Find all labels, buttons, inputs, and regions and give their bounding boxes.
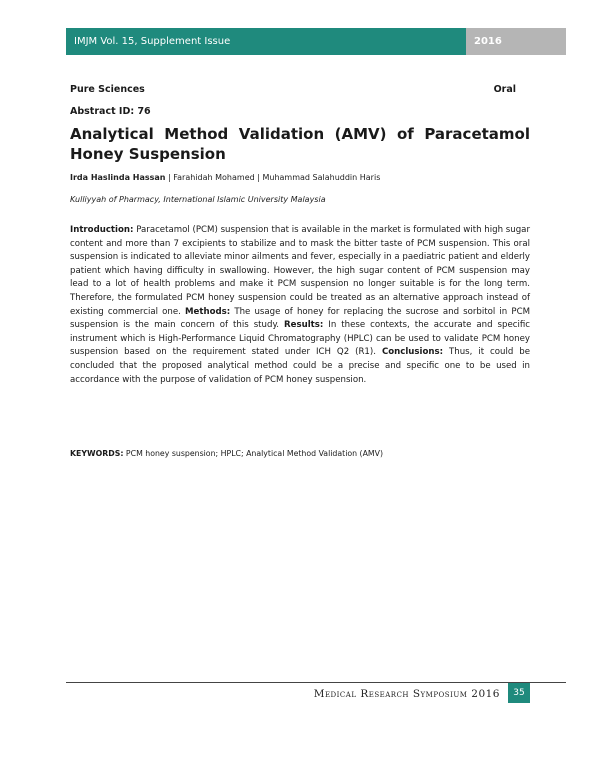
abstract-id: Abstract ID: 76 [70, 106, 151, 117]
paper-title: Analytical Method Validation (AMV) of Paracetamol Honey Suspension [70, 125, 530, 163]
journal-header-bar [66, 28, 466, 55]
presentation-type: Oral [493, 84, 516, 95]
footer-divider [66, 682, 566, 683]
results-label: Results: [284, 320, 324, 331]
author-list [70, 173, 530, 182]
journal-name: IMJM Vol. 15, Supplement Issue [74, 36, 231, 47]
keywords-line [70, 449, 530, 458]
methods-text: The usage of honey for replacing the sucrose and sorbitol in PCM suspension is the main concern of this study. [70, 306, 530, 331]
abstract-body [70, 224, 530, 387]
year-header-box [466, 28, 566, 55]
conclusions-label: Conclusions: [381, 347, 444, 358]
methods-label: Methods: [185, 306, 231, 317]
first-author: Irda Haslinda Hassan [70, 173, 166, 182]
conclusions-text: Thus, it could be concluded that the proposed analytical method could be a precise and specific one to be used in accordance with the purpose of validation of PCM honey suspension. [70, 347, 530, 385]
section-row [70, 84, 516, 95]
page-number: 35 [508, 683, 530, 703]
affiliation: Kulliyyah of Pharmacy, International Islamic University Malaysia [70, 195, 326, 204]
keywords-label: KEYWORDS: [70, 449, 124, 458]
journal-year: 2016 [474, 36, 502, 47]
keywords-text: PCM honey suspension; HPLC; Analytical Method Validation (AMV) [123, 449, 384, 458]
section-category: Pure Sciences [70, 84, 145, 95]
results-text: In these contexts, the accurate and specific instrument which is High-Performance Liquid Chromatography (HPLC) can be used to validate PCM honey suspension based on the requirement stated under ICH Q2 (R1). [70, 320, 531, 358]
introduction-text: Paracetamol (PCM) suspension that is available in the market is formulated with high sugar content and more than 7 excipients to stabilize and to mask the bitter taste of PCM suspension. This oral suspension is indicated to alleviate minor ailments and fever, especially in a paediatric patient and elderly patient which having difficulty in swallowing. However, the high sugar content of PCM suspension may lead to a lot of health problems and make it PCM suspension no longer suitable is for the long term. Therefore, the formulated PCM honey suspension could be treated as an alternative approach instead of existing commercial one. [70, 225, 530, 317]
footer-symposium: Medical Research Symposium 2016 [313, 688, 500, 700]
co-authors: | Farahidah Mohamed | Muhammad Salahuddin Haris [165, 173, 381, 182]
introduction-label: Introduction: [70, 225, 134, 235]
